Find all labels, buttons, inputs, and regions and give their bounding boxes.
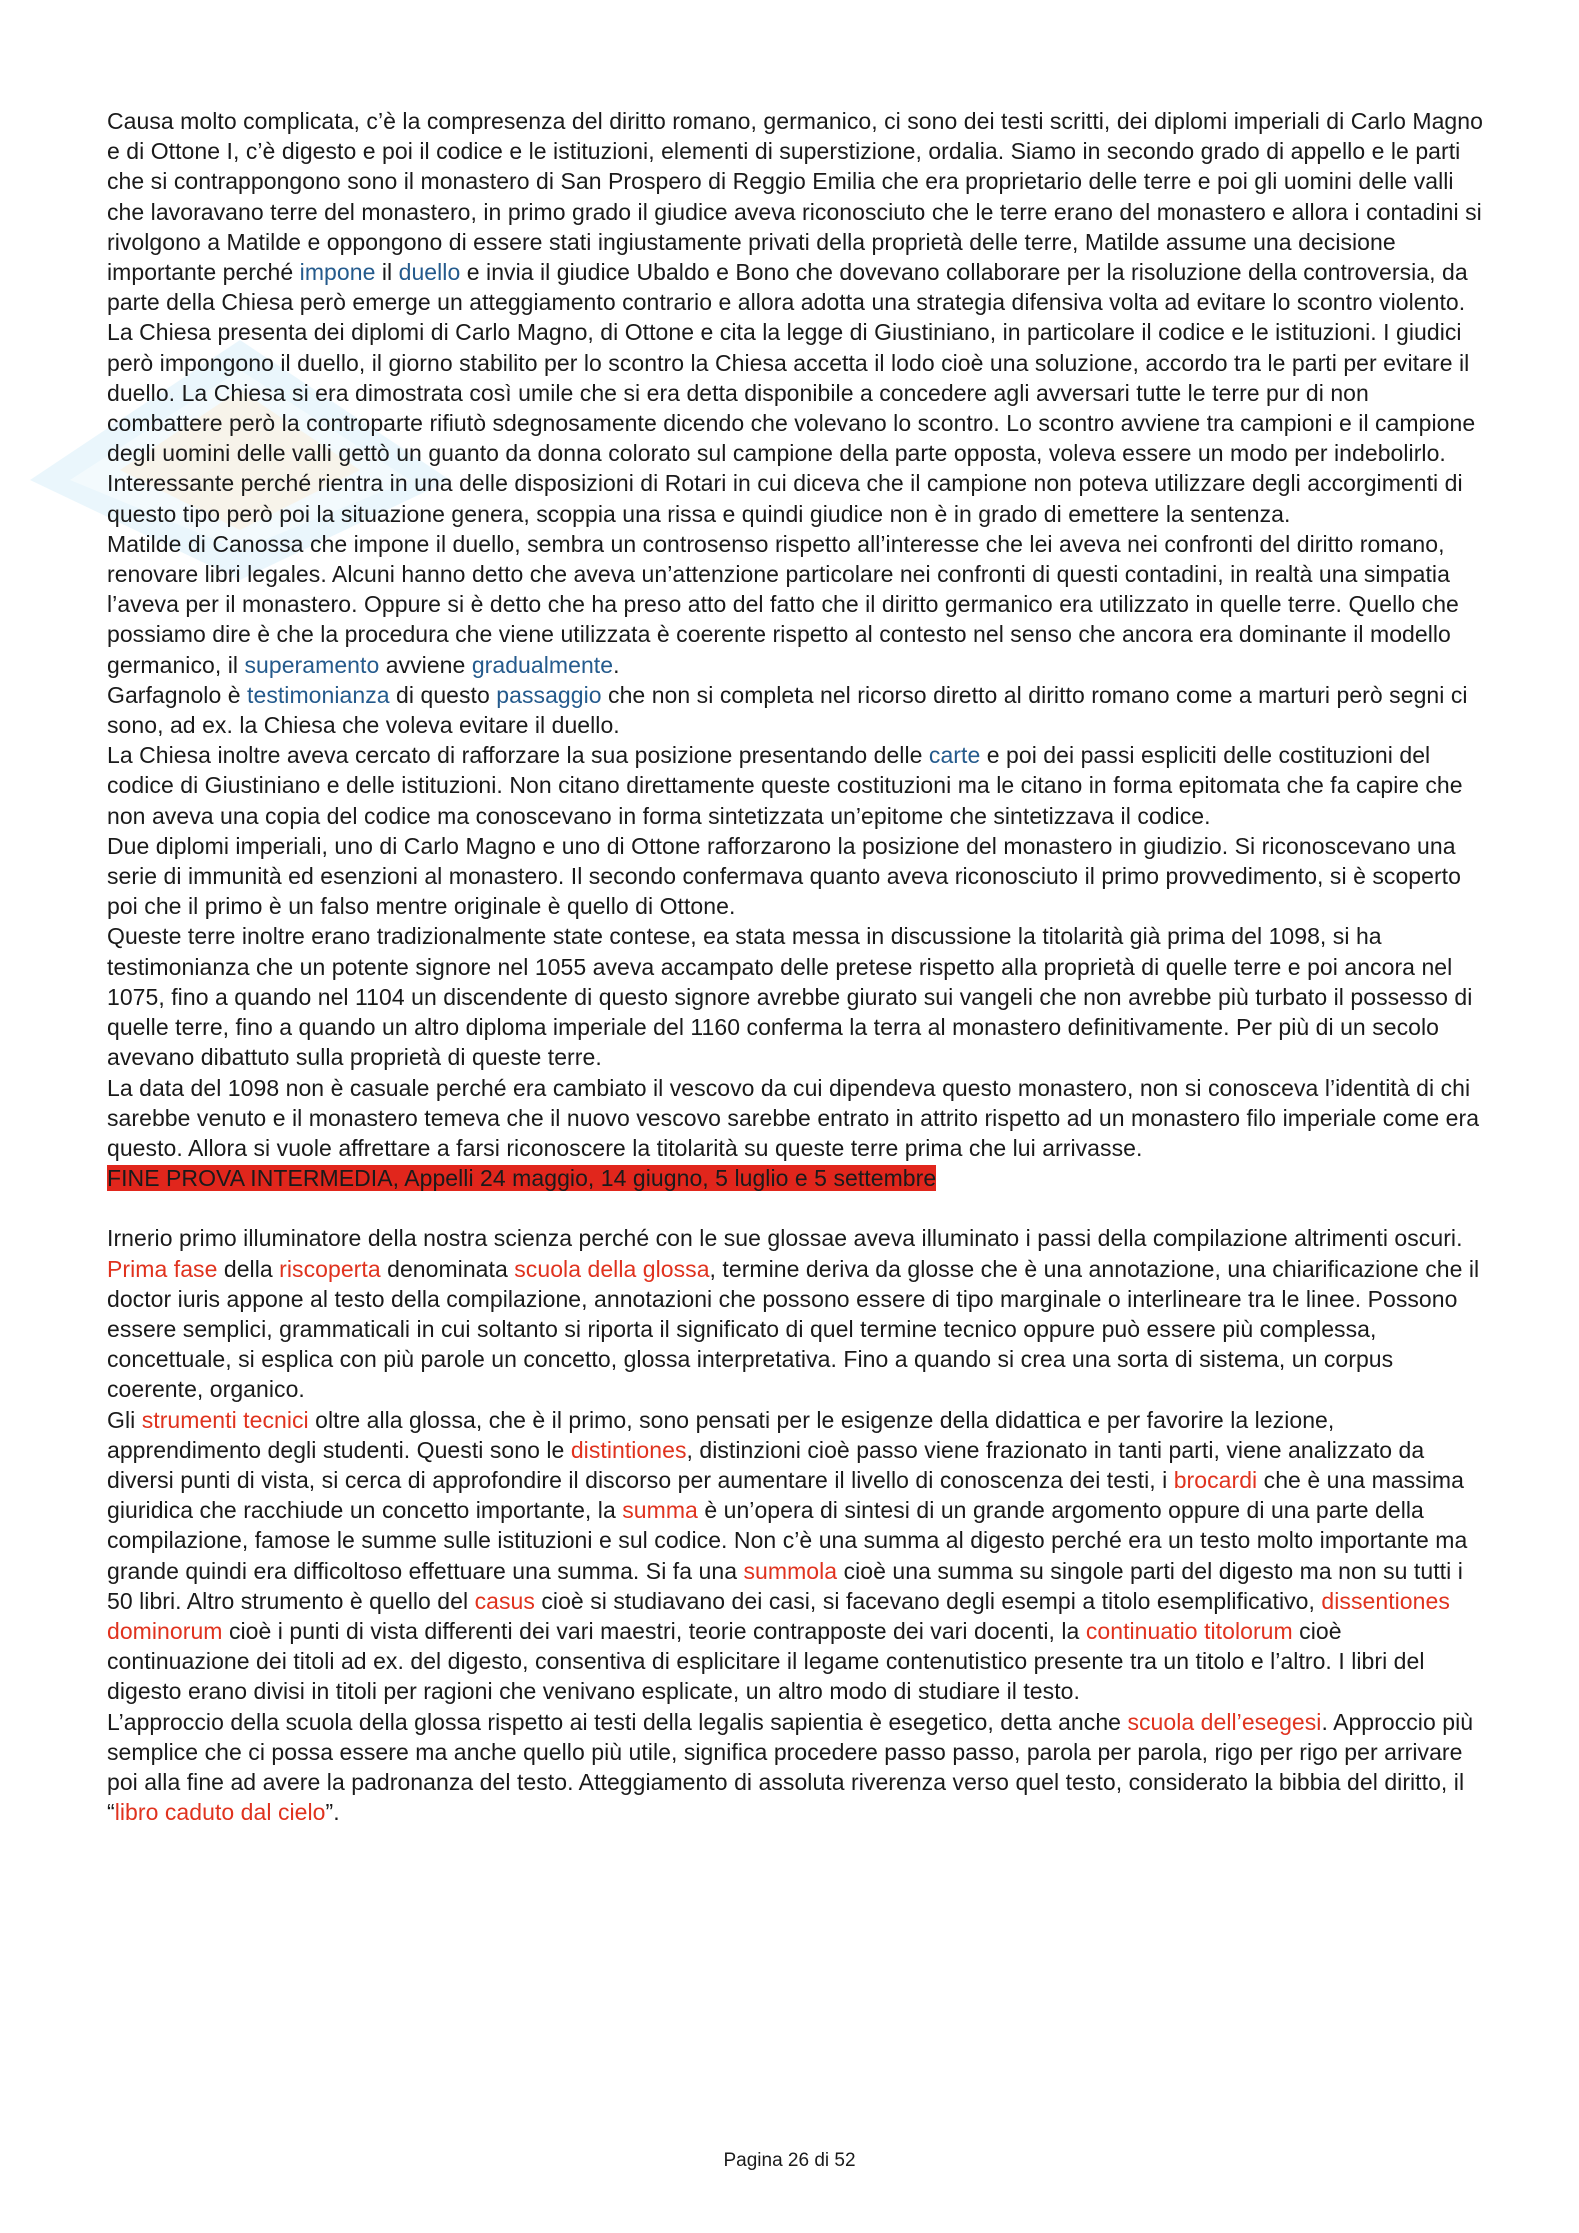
exam-notice: FINE PROVA INTERMEDIA, Appelli 24 maggio, 14 giugno, 5 luglio e 5 settembre — [107, 1165, 937, 1192]
text-run: La Chiesa inoltre aveva cercato di rafforzare la sua posizione presentando delle — [107, 742, 929, 769]
text-run: è un’opera di sintesi di un grande argomento oppure di una parte della compilazione, famose le summe sulle istituzioni e sul codice. Non c’è una summa al digesto perché era un testo molto importante ma grande quindi era difficoltoso effettuare una summa. Si fa una — [107, 1497, 1468, 1584]
text-run: della — [217, 1255, 280, 1282]
text-run: che è una massima giuridica che racchiude un concetto importante, la — [107, 1466, 1464, 1524]
highlighted-term: superamento — [244, 651, 380, 678]
text-run: . Approccio più semplice che ci possa essere ma anche quello più utile, significa procedere passo passo, parola per parola, rigo per rigo per arrivare poi alla fine ad avere la padronanza del testo. Atteggiamento di assoluta riverenza verso quel testo, considerato la bibbia del diritto, il “ — [107, 1708, 1474, 1826]
highlighted-term: brocardi — [1173, 1466, 1258, 1493]
paragraph — [107, 529, 1487, 680]
highlighted-term: carte — [928, 742, 981, 769]
paragraph — [107, 1073, 1487, 1164]
text-run: cioè i punti di vista differenti dei vari maestri, teorie contrapposte dei vari docenti, la — [222, 1617, 1086, 1644]
text-run: il — [375, 259, 399, 286]
paragraph — [107, 831, 1487, 922]
page-footer: Pagina 26 di 52 — [723, 2150, 856, 2171]
highlighted-term: scuola dell’esegesi — [1127, 1708, 1322, 1735]
paragraph — [107, 1405, 1487, 1707]
highlighted-term: libro caduto dal cielo — [114, 1799, 326, 1826]
text-run: e invia il giudice Ubaldo e Bono che dovevano collaborare per la risoluzione della controversia, da parte della Chiesa però emerge un atteggiamento contrario e allora adotta una strategia difensiva volta ad evitare lo scontro violento. La Chiesa presenta dei diplomi di Carlo Magno, di Ottone e cita la legge di Giustiniano, in particolare il codice e le istituzioni. I giudici però impongono il duello, il giorno stabilito per lo scontro la Chiesa accetta il lodo cioè una soluzione, accordo tra le parti per evitare il duello. La Chiesa si era dimostrata così umile che si era detta disponibile a concedere agli avversari tutte le terre pur di non combattere però la controparte rifiutò sdegnosamente dicendo che volevano lo scontro. Lo scontro avviene tra campioni e il campione degli uomini delle valli gettò un guanto da donna colorato sul campione della parte opposta, voleva essere un modo per indebolirlo. Interessante perché rientra in una delle disposizioni di Rotari in cui diceva che il campione non poteva utilizzare degli accorgimenti di questo tipo però poi la situazione genera, scoppia una rissa e quindi giudice non è in grado di emettere la sentenza. — [107, 259, 1476, 527]
paragraph — [107, 740, 1487, 831]
section-trial-narrative — [107, 106, 1487, 1163]
text-run: e poi dei passi espliciti delle costituzioni del codice di Giustiniano e delle istituzioni. Non citano direttamente queste costituzioni ma le citano in forma epitomata che fa capire che non aveva una copia del codice ma conoscevano in forma sintetizzata un’epitome che sintetizzava il codice. — [107, 742, 1463, 829]
paragraph — [107, 1707, 1487, 1828]
text-run: ”. — [325, 1799, 340, 1826]
text-run: , termine deriva da glosse che è una annotazione, una chiarificazione che il doctor iuris appone al testo della compilazione, annotazioni che possono essere di tipo marginale o interlineare tra le linee. Possono essere semplici, grammaticali in cui soltanto si riporta il significato di quel termine tecnico oppure può essere più complessa, concettuale, si esplica con più parole un concetto, glossa interpretativa. Fino a quando si crea una sorta di sistema, un corpus coerente, organico. — [107, 1255, 1480, 1403]
text-run: avviene — [379, 651, 472, 678]
text-run: , distinzioni cioè passo viene frazionato in tanti parti, viene analizzato da diversi punti di vista, si cerca di approfondire il discorso per aumentare il livello di conoscenza dei testi, i — [107, 1436, 1425, 1493]
highlighted-term: summola — [743, 1557, 838, 1584]
text-run: Due diplomi imperiali, uno di Carlo Magno e uno di Ottone rafforzarono la posizione del monastero in giudizio. Si riconoscevano una serie di immunità ed esenzioni al monastero. Il secondo confermava quanto aveva riconosciuto il primo provvedimento, si è scoperto poi che il primo è un falso mentre originale è quello di Ottone. — [107, 832, 1461, 920]
highlighted-term: riscoperta — [279, 1255, 381, 1282]
text-run: Garfagnolo è — [107, 681, 248, 708]
text-run: Gli — [107, 1406, 142, 1433]
highlighted-term: strumenti tecnici — [141, 1406, 309, 1433]
highlighted-term: passaggio — [496, 681, 602, 708]
text-run: cioè una summa su singole parti del digesto ma non su tutti i 50 libri. Altro strumento è quello del — [107, 1557, 1463, 1614]
section-glossa-school — [107, 1223, 1487, 1827]
highlighted-term: dissentiones dominorum — [107, 1587, 1450, 1644]
document-body — [107, 106, 1487, 1827]
highlighted-term: testimonianza — [247, 681, 390, 708]
text-run: oltre alla glossa, che è il primo, sono pensati per le esigenze della didattica e per favorire la lezione, apprendimento degli studenti. Questi sono le — [107, 1406, 1335, 1463]
highlighted-term: impone — [299, 259, 376, 286]
blank-line — [107, 1193, 1487, 1223]
highlighted-term: summa — [622, 1497, 698, 1524]
paragraph — [107, 106, 1487, 529]
text-run: Irnerio primo illuminatore della nostra scienza perché con le sue glossae aveva illuminato i passi della compilazione altrimenti oscuri. — [107, 1225, 1463, 1252]
text-run: Queste terre inoltre erano tradizionalmente state contese, ea stata messa in discussione la titolarità già prima del 1098, si ha testimonianza che un potente signore nel 1055 aveva accampato delle pretese rispetto alla proprietà di quelle terre e poi ancora nel 1075, fino a quando nel 1104 un discendente di questo signore avrebbe giurato sui vangeli che non avrebbe più turbato il possesso di quelle terre, fino a quando un altro diploma imperiale del 1160 conferma la terra al monastero definitivamente. Per più di un secolo avevano dibattuto sulla proprietà di queste terre. — [107, 923, 1473, 1071]
highlighted-term: Prima fase — [107, 1255, 218, 1282]
text-run: cioè si studiavano dei casi, si facevano degli esempi a titolo esemplificativo, — [534, 1587, 1322, 1614]
highlighted-term: casus — [474, 1587, 535, 1614]
highlighted-term: scuola della glossa — [514, 1255, 710, 1282]
paragraph — [107, 680, 1487, 740]
text-run: La data del 1098 non è casuale perché era cambiato il vescovo da cui dipendeva questo monastero, non si conosceva l’identità di chi sarebbe venuto e il monastero temeva che il nuovo vescovo sarebbe entrato in attrito rispetto ad un monastero filo imperiale come era questo. Allora si vuole affrettare a farsi riconoscere la titolarità su queste terre prima che lui arrivasse. — [107, 1074, 1480, 1161]
highlighted-term: gradualmente — [471, 651, 614, 678]
highlight-line — [107, 1163, 1487, 1193]
text-run: Matilde di Canossa che impone il duello, sembra un controsenso rispetto all’interesse che lei aveva nei confronti del diritto romano, renovare libri legales. Alcuni hanno detto che aveva un’attenzione particolare nei confronti di questi contadini, in realtà una simpatia l’aveva per il monastero. Oppure si è detto che ha preso atto del fatto che il diritto germanico era utilizzato in quelle terre. Quello che possiamo dire è che la procedura che viene utilizzata è coerente rispetto al contesto nel senso che ancora era dominante il modello germanico, il — [107, 530, 1459, 678]
paragraph — [107, 1223, 1487, 1404]
highlighted-term: distintiones — [570, 1436, 687, 1463]
highlighted-term: duello — [398, 259, 461, 286]
text-run: . — [613, 651, 620, 678]
text-run: che non si completa nel ricorso diretto al diritto romano come a marturi però segni ci sono, ad ex. la Chiesa che voleva evitare il duello. — [107, 681, 1468, 739]
highlighted-term: continuatio titolorum — [1085, 1617, 1293, 1644]
text-run: denominata — [380, 1255, 515, 1282]
text-run: di questo — [389, 681, 497, 708]
text-run: cioè continuazione dei titoli ad ex. del digesto, consentiva di esplicitare il legame contenutistico presente tra un titolo e l’altro. I libri del digesto erano divisi in titoli per ragioni che venivano esplicate, un altro modo di studiare il testo. — [107, 1617, 1425, 1705]
text-run: L’approccio della scuola della glossa rispetto ai testi della legalis sapientia è esegetico, detta anche — [107, 1708, 1128, 1735]
paragraph — [107, 921, 1487, 1072]
text-run: Causa molto complicata, c’è la compresenza del diritto romano, germanico, ci sono dei testi scritti, dei diplomi imperiali di Carlo Magno e di Ottone I, c’è digesto e poi il codice e le istituzioni, elementi di superstizione, ordalia. Siamo in secondo grado di appello e le parti che si contrappongono sono il monastero di San Prospero di Reggio Emilia che era proprietario delle terre e poi gli uomini delle valli che lavoravano terre del monastero, in primo grado il giudice aveva riconosciuto che le terre erano del monastero e allora i contadini si rivolgono a Matilde e oppongono di essere stati ingiustamente privati della proprietà delle terre, Matilde assume una decisione importante perché — [107, 108, 1483, 286]
